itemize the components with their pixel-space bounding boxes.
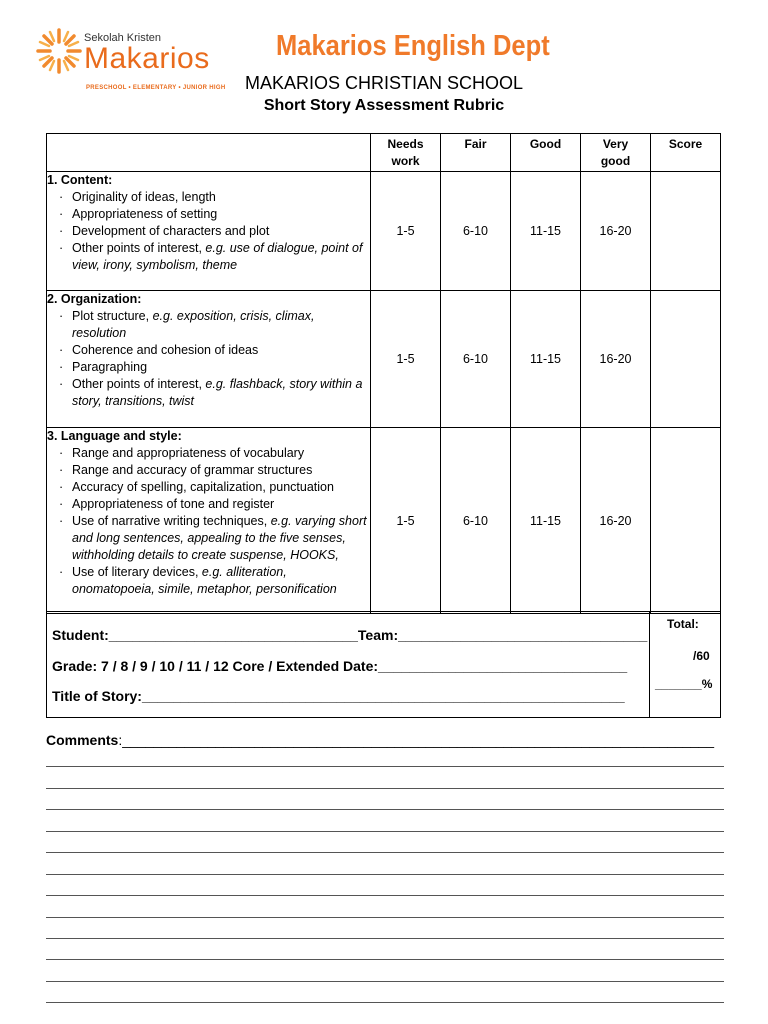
list-item: · Other points of interest, e.g. use of dialogue, point of view, irony, symbolism, theme [47,240,370,274]
criterion-list [47,189,370,274]
sun-logo-icon [36,28,82,74]
comments-label: Comments:____________________________________________________________________________ [46,732,714,748]
range-cell: 1-5 [371,291,441,428]
range-cell: 11-15 [511,172,581,291]
table-header-row [47,134,721,172]
col-needs-work: Needs work [371,134,441,172]
range-cell: 6-10 [441,172,511,291]
col-score: Score [651,134,721,172]
comment-line[interactable] [46,895,724,896]
student-field[interactable]: Student:________________________________Team:________________________________ [52,627,648,643]
list-item: · Use of narrative writing techniques, e.g. varying short and long sentences, appealing to the five senses, withholding details to create suspense, HOOKS, [47,513,370,564]
list-item: · Appropriateness of tone and register [47,496,370,513]
criterion-organization [47,291,371,428]
criteria-header [47,134,371,172]
range-cell: 16-20 [581,172,651,291]
comment-line[interactable] [46,874,724,875]
list-item: · Paragraphing [47,359,370,376]
grade-date-field[interactable]: Grade: 7 / 8 / 9 / 10 / 11 / 12 Core / Extended Date:________________________________ [52,658,628,674]
table-row [47,428,721,614]
criterion-title: 3. Language and style: [47,429,182,443]
comment-line[interactable] [46,766,724,767]
col-good: Good [511,134,581,172]
comment-line[interactable] [46,852,724,853]
list-item: · Appropriateness of setting [47,206,370,223]
comment-line[interactable] [46,1002,724,1003]
comment-line[interactable] [46,981,724,982]
criterion-list [47,308,370,410]
list-item: · Plot structure, e.g. exposition, crisis, climax, resolution [47,308,370,342]
total-box [649,611,721,718]
criterion-list [47,445,370,598]
rubric-table [46,133,721,614]
range-cell: 11-15 [511,428,581,614]
comment-line[interactable] [46,938,724,939]
logo-brand: Makarios [84,42,210,75]
student-info-box [46,611,650,718]
department-title: Makarios English Dept [276,30,550,62]
score-cell[interactable] [651,291,721,428]
percent-field[interactable]: _______% [655,677,713,691]
comment-line[interactable] [46,959,724,960]
col-fair: Fair [441,134,511,172]
range-cell: 1-5 [371,428,441,614]
range-cell: 11-15 [511,291,581,428]
comment-line[interactable] [46,831,724,832]
list-item: · Other points of interest, e.g. flashback, story within a story, transitions, twist [47,376,370,410]
team-field[interactable]: Team:________________________________ [357,627,648,643]
list-item: · Development of characters and plot [47,223,370,240]
criterion-title: 2. Organization: [47,292,142,306]
list-item: · Use of literary devices, e.g. alliteration, onomatopoeia, simile, metaphor, personification [47,564,370,598]
list-item: · Range and appropriateness of vocabulary [47,445,370,462]
comment-line[interactable] [46,809,724,810]
table-row [47,291,721,428]
range-cell: 6-10 [441,291,511,428]
list-item: · Accuracy of spelling, capitalization, punctuation [47,479,370,496]
table-row [47,172,721,291]
list-item: · Range and accuracy of grammar structures [47,462,370,479]
rubric-title: Short Story Assessment Rubric [263,97,505,114]
comment-line[interactable] [46,788,724,789]
criterion-title: 1. Content: [47,173,113,187]
criterion-language-style [47,428,371,614]
comments-first-line[interactable]: :____________________________________________________________________________ [118,732,714,748]
score-cell[interactable] [651,428,721,614]
range-cell: 16-20 [581,428,651,614]
school-name: MAKARIOS CHRISTIAN SCHOOL [244,73,524,93]
logo-tagline: PRESCHOOL • ELEMENTARY • JUNIOR HIGH [86,85,226,91]
list-item: · Coherence and cohesion of ideas [47,342,370,359]
criterion-content [47,172,371,291]
range-cell: 16-20 [581,291,651,428]
range-cell: 6-10 [441,428,511,614]
total-label: Total: [667,617,699,631]
story-title-field[interactable]: Title of Story:______________________________________________________________ [52,688,625,704]
score-cell[interactable] [651,172,721,291]
comment-line[interactable] [46,917,724,918]
list-item: · Originality of ideas, length [47,189,370,206]
total-out-of: /60 [693,649,710,663]
range-cell: 1-5 [371,172,441,291]
logo-small-text: Sekolah Kristen [84,32,162,44]
col-very-good: Very good [581,134,651,172]
